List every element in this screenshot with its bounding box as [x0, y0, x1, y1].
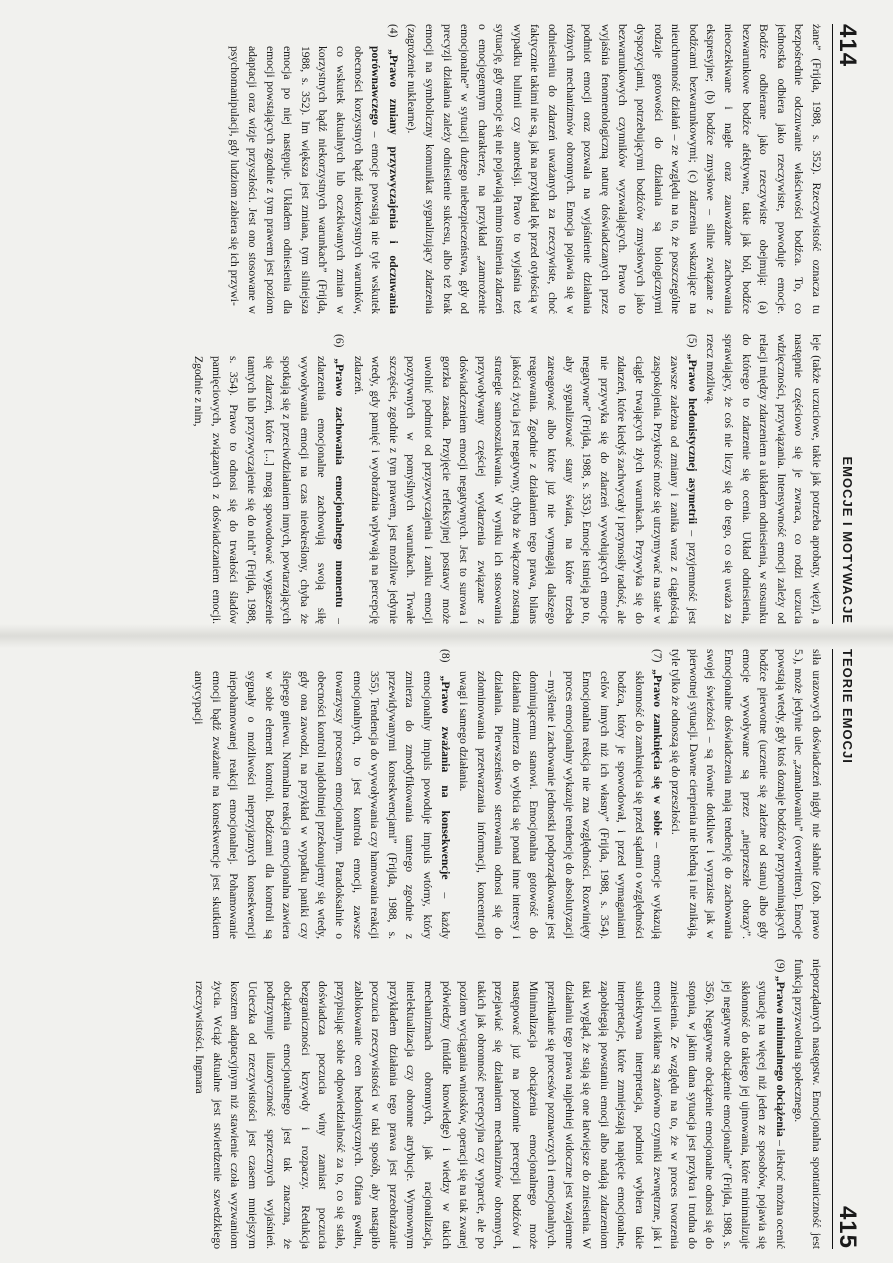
- text-column-1: [13, 649, 825, 939]
- law-text: – ilekroć można ocenić sytuację na więcej niż jeden ze sposobów, pojawia się skłonność do takiego jej ujmowania, które minimalizuje jej negatywne obciążenie emocjonalne” (Frijda, 1988, s. 356). Negatywne obciążenie emocjonalne odnosi się do stopnia, w jakim dana sytuacja jest przykra i trudna do zniesienia. Ze względu na to, że w proces tworzenia emocji uwikłane są zarówno czynniki zewnętrzne, jak i subiektywna interpretacja, podmiot wybiera takie interpretacje, które zmniejszają napięcie emocjonalne, zapobiegają powstaniu emocji albo nadają zdarzeniom taki wygląd, że stają się one łatwiejsze do zniesienia. W działaniu tego prawa najpełniej widoczne jest wzajemne przenikanie się procesów poznawczych i emocjonalnych. Minimalizacja obciążenia emocjonalnego może następować już na poziomie percepcji bodźców i przejawiać się działaniem mechanizmów obronnych, takich jak obronność percepcyjna czy wyparcie, ale po poziom wyciągania wniosków, operacji się na tak zwanej półwiedzy (middle knowledge) i wiedzy w takich mechanizmach obronnych, jak racjonalizacja, intelektualizacja czy obronne atrybucje. Wymownym przykładem działania tego prawa jest przeobrażanie poczucia rzeczywistości w taki sposób, aby nastąpiło zablokowanie ocen hedonistycznych. Ofiara gwałtu, przypisując sobie odpowiedzialność za to, co się stało, doświadcza poczucia winy zamiast poczucia bezgraniczności krzywdy i rozpaczy. Redukcja obciążenia emocjonalnego jest tak znaczna, że podtrzymuje iluzoryczność sprzecznych wyjaśnień. Ucieczka od rzeczywistości jest czasem mniejszym kosztem adaptacyjnym niż stawienie czoła wyzwaniom życia. Wciąż aktualne jest stwierdzenie szwedzkiego rzeczywistości. Ingmara: [193, 981, 787, 1249]
- text-column-2: [13, 334, 825, 624]
- page-number: 415: [834, 1205, 861, 1249]
- law-number: (7): [650, 649, 664, 663]
- law-title: „Prawo zachowania emocjonalnego momentu: [332, 358, 346, 608]
- law-title: „Prawo zamknięcia się w sobie: [650, 669, 664, 836]
- law-6: [190, 334, 348, 624]
- running-head: [832, 24, 863, 624]
- paragraph: siła urazowych doświadczeń nigdy nie słabnie (zob. prawo 5.), może jedynie ulec „zamalowaniu” (overwritten). Emocje powstają wtedy, gdy ktoś doznaje bodźców przypominających bodźce pierwotne (uczenie się zależne od stanu) albo gdy emocje wywoływane są przez „nieprzeszłe obrazy”. Emocjonalne doświadczenia mają tendencję do zachowania swojej świeżości – są równie dotkliwe i wyraziste jak w pierwotnej sytuacji. Dawne cierpienia nie bledną i nie znikają, tyle tylko że odnoszą się do przeszłości.: [669, 649, 823, 939]
- law-title: „Prawo zważania na konsekwencje: [438, 675, 452, 880]
- law-number: (8): [438, 649, 452, 663]
- law-title: „Prawo zmiany przyzwyczajenia i odczuwania porównawczego: [369, 46, 400, 314]
- law-9: [191, 959, 789, 1249]
- law-number: (9): [773, 959, 787, 973]
- law-number: (6): [332, 334, 346, 348]
- law-title: „Prawo hedonistycznej asymetrii: [685, 353, 699, 525]
- text-column-2: [13, 959, 825, 1249]
- law-number: (5): [685, 334, 699, 348]
- law-title: „Prawo minimalnego obciążenia: [773, 975, 787, 1137]
- law-5: [349, 334, 701, 624]
- law-number: (4): [386, 24, 400, 38]
- page-number: 414: [834, 24, 861, 68]
- law-text: – emocje wykazują skłonność do zamknięcia się przed sądami o względności bodźca, który je spowodował, i przed wymaganiami celów innych niż ich własny” (Frijda, 1988, s. 354). Emocjonalna reakcja nie zna względności. Rozwinięty proces emocjonalny wykazuje tendencję do absolutyzacji – myślenie i zachowanie jednostki podporządkowane jest dominującemu stanowi. Emocjonalna gotowość do działania zmierza do wybicia się ponad inne interesy i działania. Pierwszeństwo sterowania odnosi się do zdominowania przetwarzania informacji, koncentracji uwagi i samego działania.: [457, 671, 664, 939]
- law-text: – zdarzenia emocjonalne zachowują swoją siłę wywoływania emocji na czas nieokreślony, chyba że spotkają się z przeciwdziałaniem innych, powtarzających się zdarzeń, które [...] mogą spowodować wygaszenie tamtych lub przyzwyczajenie się do nich” (Frijda, 1988, s. 354). Prawo to odnosi się do trwałości śladów pamięciowych, związanych z doświadczaniem emocji. Zgodnie z nim,: [192, 356, 346, 624]
- law-4: [226, 24, 402, 314]
- paragraph: żane” (Frijda, 1988, s. 352). Rzeczywistość oznacza tu bezpośrednie odczuwanie właściwości bodźca. To, co jednostka odbiera jako rzeczywiste, powoduje emocje. Bodźce odbierane jako rzeczywiste obejmują: (a) bezwarunkowe bodźce afektywne, takie jak ból, bodźce nieoczekiwane i nagłe oraz zauważane zachowania ekspresyjne; (b) bodźce zmysłowe – silnie związane z bodźcami bezwarunkowymi; (c) zdarzenia wskazujące na nieuchronność działań – ze względu na to, że poszczególne rodzaje gotowości do działania są biologicznymi dyspozycjami, potrzebującymi bodźców zmysłowych jako bezwarunkowych czynników wyzwalających. Prawo to wyjaśnia fenomenologiczną naturę doświadczanych przez podmiot emocji oraz pozwala na wyjaśnienie działania różnych mechanizmów obronnych. Emocja pojawia się w odniesieniu do zdarzeń uważanych za rzeczywiste, choć faktycznie takimi nie są, jak na przykład lęk przed otyłością w wypadku bulimii czy anoreksji. Prawo to wyjaśnia też sytuację, gdy emocje się nie pojawiają mimo istnienia zdarzeń o emocjogennym charakterze, na przykład „zamrożenie emocjonalne” w sytuacji dużego niebezpieczeństwa, gdy od precyzji działania zależy odniesienie sukcesu, albo też brak emocji na symboliczny komunikat sygnalizujący zdarzenia (zagrożenie nuklearne).: [405, 24, 823, 314]
- paragraph: leje (także uczuciowe, takie jak potrzeba aprobaty, więzi), a następnie częściowo się je zwraca, co rodzi uczucia wdzięczności, przywiązania. Intensywność emocji zależy od relacji między zdarzeniem a układem odniesienia, w stosunku do którego to zdarzenie się ocenia. Układ odniesienia, sprawiający, że coś nie liczy się do tego, co się uważa za rzecz możliwą.: [704, 334, 823, 624]
- book-gutter: [0, 624, 893, 648]
- right-page: [8, 649, 863, 1249]
- law-text: – każdy emocjonalny impuls powoduje impuls wtórny, który zmierza do zmodyfikowania tamtego zgodnie z przewidywanymi konsekwencjami” (Frijda, 1988, s. 355). Tendencja do wywoływania czy hamowania reakcji emocjonalnych, to jest kontrola emocji, zawsze towarzyszy procesom emocjonalnym. Paradoksalnie o obecności kontroli najdobitniej przekonujemy się wtedy, gdy ona zawodzi, na przykład w wypadku paniki czy ślepego gniewu. Normalna reakcja emocjonalna zawiera w sobie element kontroli. Bodźcami dla kontroli są sygnały o możliwości nieprzyjaznych konsekwencji niepohamowanej reakcji emocjonalnej. Pohamowanie emocji bądź zważanie na konsekwencje jest skutkiem antycypacji: [192, 671, 452, 939]
- law-8: [190, 649, 454, 939]
- law-text: – emocje powstają nie tyle wskutek obecności korzystnych bądź niekorzystnych warunków, co wskutek aktualnych lub oczekiwanych zmian w korzystnych bądź niekorzystnych warunkach” (Frijda, 1988, s. 352). Im większa jest zmiana, tym silniejsza emocja po niej następuje. Układem odniesienia dla emocji powstających zgodnie z tym prawem jest poziom adaptacji oraz wizje przyszłości. Jest ono stosowane w psychomanipulacji, gdy ludziom zabiera się ich przywi-: [228, 46, 383, 314]
- running-title: EMOCJE I MOTYWACJE: [840, 456, 855, 624]
- left-page: [8, 24, 863, 624]
- text-column-1: [13, 24, 825, 314]
- paragraph: nieporządanych następstw. Emocjonalna spontaniczność jest funkcją przyzwolenia społecznego.: [792, 959, 823, 1249]
- law-text: – przyjemność jest zawsze zależna od zmiany i zanika wraz z ciągłością zaspokojenia. Przykrość może się utrzymywać na stałe w ciągle trwających złych warunkach. Przywyka się do zdarzeń, które kiedyś zachwycały i przynosiły radość, ale nie przywyka się do zdarzeń wywołujących emocje negatywne” (Frijda, 1988, s. 353). Emocje istnieją po to, aby sygnalizować stany świata, na które trzeba zareagować albo które już nie wymagają dalszego reagowania. Zgodnie z działaniem tego prawa, bilans jakości życia jest negatywny, chyba że włączone zostaną strategie samooszukiwania. W wyniku ich stosowania przywoływany częściej wydarzenia związane z doświadczeniem emocji negatywnych. Jest to surowa i gorzka zasada. Przyjęcie refleksyjnej postawy może uwolnić podmiot od przyzwyczajenia i zaniku emocji pozytywnych w pomyślnych warunkach. Trwałe szczęście, zgodnie z tym prawem, jest możliwe jedynie wtedy, gdy pamięć i wyobraźnia wpływają na percepcję zdarzeń.: [351, 356, 699, 624]
- running-title: TEORIE EMOCJI: [840, 649, 855, 764]
- law-7: [455, 649, 666, 939]
- running-head: [832, 649, 863, 1249]
